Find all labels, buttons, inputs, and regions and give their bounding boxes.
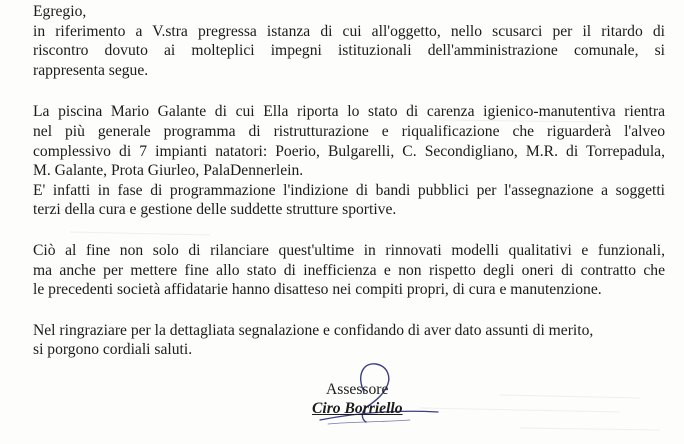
signatory-title: Assessore <box>326 381 389 398</box>
text-line: E' infatti in fase di programmazione l'indizione di bandi pubblici per l'assegnazione a soggetti <box>33 181 665 199</box>
text-line: ma anche per mettere fine allo stato di inefficienza e non rispetto degli oneri di contratto che <box>33 261 665 279</box>
text-line: M. Galante, Prota Giurleo, PalaDennerlein. <box>33 162 304 180</box>
paragraph-response-intro <box>33 22 665 81</box>
text-line: complessivo di 7 impianti natatori: Poerio, Bulgarelli, C. Secondigliano, M.R. di Torrepadula, <box>33 142 665 160</box>
text-line: Nel ringraziare per la dettagliata segnalazione e confidando di aver dato assunti di merito, <box>33 321 594 339</box>
text-line: La piscina Mario Galante di cui Ella riporta lo stato di carenza igienico-manutentiva rientra <box>33 103 665 121</box>
greeting: Egregio, <box>33 3 87 20</box>
paragraph-relaunch <box>33 241 665 300</box>
text-line: in riferimento a V.stra pregressa istanza di cui all'oggetto, nello scusarci per il ritardo di <box>33 22 665 40</box>
text-line: riscontro dovuto ai molteplici impegni istituzionali dell'amministrazione comunale, si <box>33 42 665 60</box>
signature-block <box>290 362 450 444</box>
text-line: nel più generale programma di ristrutturazione e riqualificazione che riguarderà l'alveo <box>33 122 665 140</box>
letter-body <box>33 2 665 360</box>
paragraph-swimming-pools <box>33 102 665 220</box>
text-line: rappresenta segue. <box>33 61 149 79</box>
text-line: le precedenti società affidatarie hanno disatteso nei compiti propri, di cura e manutenzione. <box>33 281 602 299</box>
text-line: si porgono cordiali saluti. <box>33 341 193 359</box>
text-line: terzi della cura e gestione delle suddette strutture sportive. <box>33 201 397 219</box>
signatory-name: Ciro Borriello <box>312 400 403 417</box>
text-line: Ciò al fine non solo di rilanciare quest'ultime in rinnovati modelli qualitativi e funzionali, <box>33 241 665 259</box>
paragraph-closing <box>33 321 665 360</box>
